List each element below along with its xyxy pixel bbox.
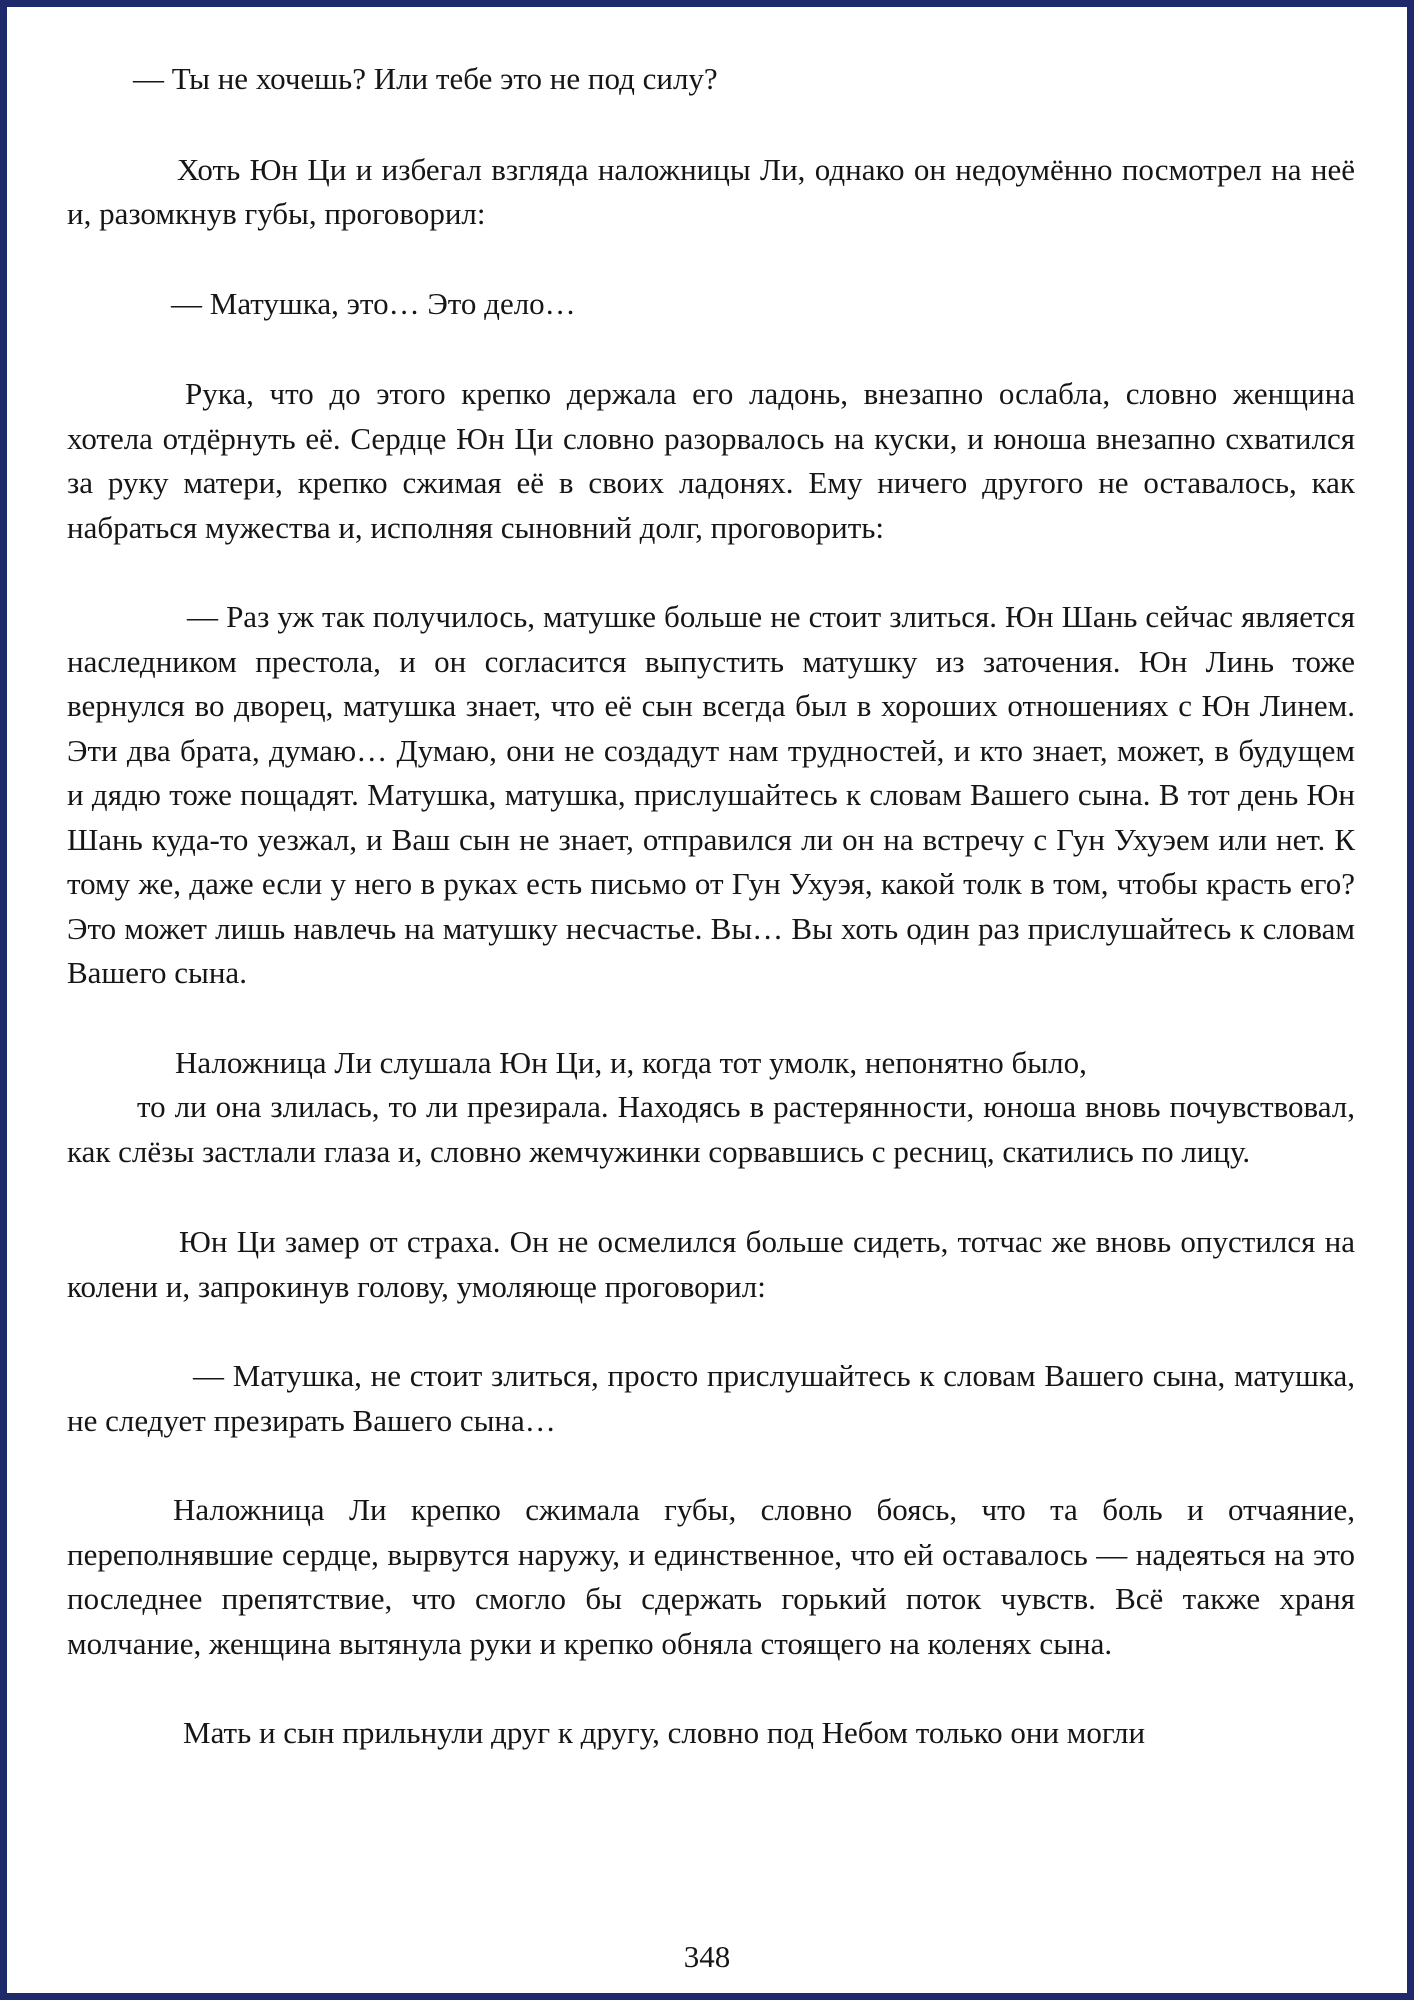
- paragraph-8: — Матушка, не стоит злиться, просто прислушайтесь к словам Вашего сына, матушка, не следует презирать Вашего сына…: [67, 1358, 1355, 1438]
- paragraph-6-continuation: то ли она злилась, то ли презирала. Находясь в растерянности, юноша вновь почувствовал, как слёзы застлали глаза и, словно жемчужинки сорвавшись с ресниц, скатились по лицу.: [67, 1089, 1355, 1169]
- paragraph-7: Юн Ци замер от страха. Он не осмелился больше сидеть, тотчас же вновь опустился на колени и, запрокинув голову, умоляюще проговорил:: [67, 1224, 1355, 1304]
- paragraph-10: Мать и сын прильнули друг к другу, словно под Небом только они могли: [183, 1715, 1146, 1750]
- paragraph-1: — Ты не хочешь? Или тебе это не под силу?: [133, 61, 718, 96]
- paragraph-3: — Матушка, это… Это дело…: [171, 285, 576, 321]
- paragraph-4: Рука, что до этого крепко держала его ладонь, внезапно ослабла, словно женщина хотела отдёрнуть её. Сердце Юн Ци словно разорвалось на куски, и юноша внезапно схватился за руку матери, крепко сжимая её в своих ладонях. Ему ничего другого не оставалось, как набраться мужества и, исполняя сыновний долг, проговорить:: [67, 376, 1355, 545]
- page-text: [67, 57, 1355, 1756]
- paragraph-5: — Раз уж так получилось, матушке больше не стоит злиться. Юн Шань сейчас является наследником престола, и он согласится выпустить матушку из заточения. Юн Линь тоже вернулся во дворец, матушка знает, что её сын всегда был в хороших отношениях с Юн Линем. Эти два брата, думаю… Думаю, они не создадут нам трудностей, и кто знает, может, в будущем и дядю тоже пощадят. Матушка, матушка, прислушайтесь к словам Вашего сына. В тот день Юн Шань куда-то уезжал, и Ваш сын не знает, отправился ли он на встречу с Гун Ухуэем или нет. К тому же, даже если у него в руках есть письмо от Гун Ухуэя, какой толк в том, чтобы красть его? Это может лишь навлечь на матушку несчастье. Вы… Вы хоть один раз прислушайтесь к словам Вашего сына.: [67, 599, 1355, 990]
- paragraph-6-first-line: Наложница Ли слушала Юн Ци, и, когда тот умолк, непонятно было,: [175, 1044, 1087, 1080]
- paragraph-6: [67, 1041, 1355, 1175]
- paragraph-9: Наложница Ли крепко сжимала губы, словно боясь, что та боль и отчаяние, переполнявшие сердце, вырвутся наружу, и единственное, что ей оставалось — надеяться на это последнее препятствие, что смогло бы сдержать горький поток чувств. Всё также храня молчание, женщина вытянула руки и крепко обняла стоящего на коленях сына.: [67, 1492, 1355, 1661]
- page-number: 348: [683, 1939, 731, 1974]
- paragraph-2: Хоть Юн Ци и избегал взгляда наложницы Ли, однако он недоумённо посмотрел на неё и, разомкнув губы, проговорил:: [67, 151, 1355, 231]
